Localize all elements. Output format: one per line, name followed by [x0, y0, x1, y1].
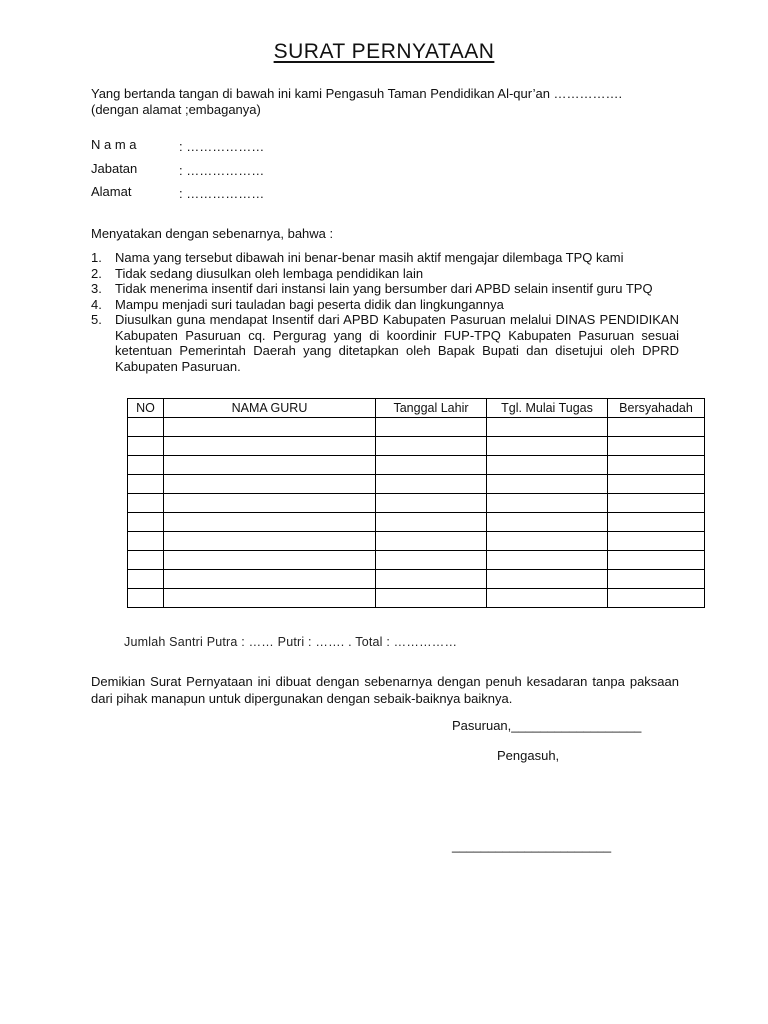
table-cell [376, 570, 487, 589]
list-item-number: 4. [91, 296, 102, 312]
table-cell [487, 418, 608, 437]
field-label-nama: N a m a [91, 137, 137, 152]
signature-line: ______________________ [452, 838, 612, 853]
table-cell [487, 532, 608, 551]
place-date-line: Pasuruan,__________________ [452, 718, 642, 733]
table-cell [608, 437, 705, 456]
table-cell [164, 551, 376, 570]
table-cell [608, 532, 705, 551]
table-cell [164, 513, 376, 532]
table-cell [164, 418, 376, 437]
signer-role: Pengasuh, [497, 748, 560, 763]
table-row [128, 475, 705, 494]
table-cell [164, 437, 376, 456]
col-header-tgl-mulai-tugas: Tgl. Mulai Tugas [487, 399, 608, 418]
col-header-bersyahadah: Bersyahadah [608, 399, 705, 418]
list-item-text: Mampu menjadi suri tauladan bagi peserta didik dan lingkungannya [115, 296, 504, 312]
list-item [91, 312, 679, 374]
table-cell [164, 475, 376, 494]
table-row [128, 532, 705, 551]
table-cell [487, 513, 608, 532]
table-cell [608, 589, 705, 608]
col-header-tanggal-lahir: Tanggal Lahir [376, 399, 487, 418]
table-cell [376, 589, 487, 608]
table-cell [608, 418, 705, 437]
table-cell [487, 551, 608, 570]
list-item-number: 3. [91, 281, 102, 296]
list-item-text: Tidak menerima insentif dari instansi lain yang bersumber dari APBD selain insentif guru TPQ [115, 281, 653, 296]
table-cell [128, 418, 164, 437]
santri-summary: Jumlah Santri Putra : …… Putri : ……. . Total : …………… [124, 635, 458, 649]
list-item-number: 5. [91, 312, 102, 327]
document-title: SURAT PERNYATAAN [273, 40, 495, 63]
table-body [128, 418, 705, 608]
table-cell [608, 570, 705, 589]
table-cell [128, 589, 164, 608]
table-row [128, 494, 705, 513]
list-item [91, 266, 679, 282]
table-cell [164, 570, 376, 589]
table-cell [608, 494, 705, 513]
table-row [128, 589, 705, 608]
list-item-number: 2. [91, 265, 102, 281]
table-cell [128, 456, 164, 475]
statement-intro: Menyatakan dengan sebenarnya, bahwa : [91, 226, 334, 241]
statement-list [91, 250, 679, 374]
table-cell [487, 570, 608, 589]
table-row [128, 437, 705, 456]
table-cell [608, 475, 705, 494]
list-item-text: Diusulkan guna mendapat Insentif dari APBD Kabupaten Pasuruan melalui DINAS PENDIDIKAN Kabupaten Pasuruan cq. Pergurag yang di koordinir FUP-TPQ Kabupaten Pasuruan sesuai ketentuan Pemerintah Daerah yang ditetapkan oleh Bapak Bupati dan disetujui oleh DPRD Kabupaten Pasuruan. [115, 312, 679, 374]
table-cell [128, 570, 164, 589]
field-label-alamat: Alamat [91, 184, 132, 199]
field-value-alamat: : ……………… [179, 186, 265, 201]
table-cell [608, 456, 705, 475]
table-row [128, 418, 705, 437]
list-item-text: Nama yang tersebut dibawah ini benar-benar masih aktif mengajar dilembaga TPQ kami [115, 250, 624, 265]
table-cell [376, 418, 487, 437]
table-cell [128, 437, 164, 456]
table-row [128, 513, 705, 532]
intro-line-2: (dengan alamat ;embaganya) [91, 102, 261, 117]
field-value-jabatan: : ……………… [179, 163, 265, 178]
list-item [91, 250, 679, 266]
list-item [91, 297, 679, 313]
table-cell [487, 437, 608, 456]
table-cell [164, 532, 376, 551]
table-cell [376, 513, 487, 532]
closing-paragraph: Demikian Surat Pernyataan ini dibuat dengan sebenarnya dengan penuh kesadaran tanpa paksaan dari pihak manapun untuk dipergunakan dengan sebaik-baiknya baiknya. [91, 674, 679, 706]
table-cell [164, 589, 376, 608]
table-cell [487, 456, 608, 475]
table-cell [487, 494, 608, 513]
intro-paragraph [91, 86, 691, 118]
table-row [128, 456, 705, 475]
table-cell [376, 456, 487, 475]
table-cell [376, 494, 487, 513]
field-value-nama: : ……………… [179, 139, 265, 154]
col-header-no: NO [128, 399, 164, 418]
table-cell [128, 513, 164, 532]
list-item-text: Tidak sedang diusulkan oleh lembaga pendidikan lain [115, 265, 424, 281]
table-cell [164, 456, 376, 475]
table-cell [487, 475, 608, 494]
table-row [128, 570, 705, 589]
teacher-table [127, 398, 705, 608]
list-item-number: 1. [91, 250, 102, 265]
table-cell [128, 494, 164, 513]
field-label-jabatan: Jabatan [91, 161, 138, 176]
table-cell [376, 532, 487, 551]
table-cell [376, 551, 487, 570]
table-row [128, 551, 705, 570]
table-cell [128, 475, 164, 494]
table-cell [128, 551, 164, 570]
table-cell [487, 589, 608, 608]
col-header-nama-guru: NAMA GURU [164, 399, 376, 418]
table-cell [164, 494, 376, 513]
list-item [91, 281, 679, 297]
table-header-row [128, 399, 705, 418]
table-cell [608, 551, 705, 570]
intro-line-1: Yang bertanda tangan di bawah ini kami Pengasuh Taman Pendidikan Al-qur’an ……………. [91, 86, 623, 101]
table-cell [376, 437, 487, 456]
table-cell [376, 475, 487, 494]
table-cell [608, 513, 705, 532]
table-cell [128, 532, 164, 551]
